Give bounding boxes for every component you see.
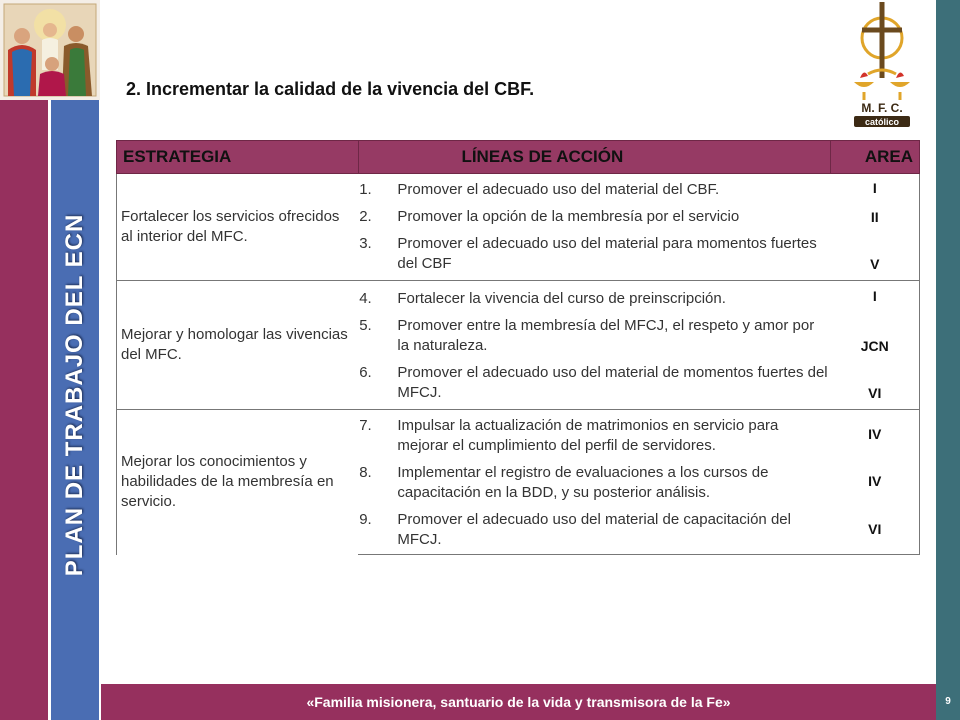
table-row (117, 410, 920, 458)
action-text: Promover entre la membresía del MFCJ, el respeto y amor por la naturaleza. (397, 317, 815, 354)
area-cell: VI (831, 357, 920, 410)
action-number: 6. (359, 364, 372, 381)
action-text: Promover el adecuado uso del material de capacitación del MFCJ. (396, 504, 830, 555)
page-number: 9 (945, 696, 951, 707)
strategy-cell: Fortalecer los servicios ofrecidos al interior del MFC. (117, 174, 359, 281)
table-header-row (117, 141, 920, 174)
logo-line1: M. F. C. (861, 101, 903, 115)
header-lineas: LÍNEAS DE ACCIÓN (358, 141, 830, 174)
left-decor-strip (0, 0, 48, 720)
area-cell: IV (831, 457, 920, 504)
action-number: 4. (358, 281, 396, 311)
action-number: 7. (358, 410, 396, 458)
table-row (117, 281, 920, 311)
area-cell: IV (831, 410, 920, 458)
action-number: 9. (358, 504, 396, 555)
action-text: Promover el adecuado uso del material para momentos fuertes del CBF (397, 235, 817, 272)
header-area: AREA (831, 141, 920, 174)
area-cell: I (831, 174, 920, 202)
table-row (117, 174, 920, 202)
action-text: Fortalecer la vivencia del curso de preinscripción. (396, 281, 830, 311)
holy-family-icon (0, 0, 100, 100)
strategy-cell: Mejorar y homologar las vivencias del MFC. (117, 281, 359, 410)
action-text: Promover la opción de la membresía por el servicio (397, 208, 740, 225)
action-number: 5. (359, 317, 372, 334)
header-estrategia: ESTRATEGIA (117, 141, 359, 174)
action-number: 1. (358, 174, 396, 202)
sidebar-title: PLAN DE TRABAJO DEL ECN (61, 213, 88, 577)
area-cell: JCN (831, 310, 920, 357)
right-decor-strip (936, 0, 960, 720)
strategy-cell: Mejorar los conocimientos y habilidades de la membresía en servicio. (117, 410, 359, 555)
left-divider-2 (99, 0, 101, 720)
area-cell: VI (831, 504, 920, 555)
area-cell: V (831, 228, 920, 281)
footer-motto: «Familia misionera, santuario de la vida y transmisora de la Fe» (101, 684, 936, 720)
action-number: 3. (359, 235, 372, 252)
area-cell: I (831, 281, 920, 311)
action-text: Impulsar la actualización de matrimonios en servicio para mejorar el cumplimiento del perfil de servidores. (396, 410, 830, 458)
section-heading: 2. Incrementar la calidad de la vivencia del CBF. (126, 79, 535, 99)
area-cell: II (831, 201, 920, 228)
strategy-table (116, 140, 920, 555)
mfc-logo-icon (844, 0, 934, 130)
action-number: 2. (359, 208, 372, 225)
action-number: 8. (359, 464, 372, 481)
action-text: Promover el adecuado uso del material del CBF. (396, 174, 830, 202)
action-text: Promover el adecuado uso del material de momentos fuertes del MFCJ. (397, 364, 828, 401)
action-text: Implementar el registro de evaluaciones a los cursos de capacitación en la BDD, y su posterior análisis. (397, 464, 769, 501)
logo-line2: católico (864, 117, 900, 127)
